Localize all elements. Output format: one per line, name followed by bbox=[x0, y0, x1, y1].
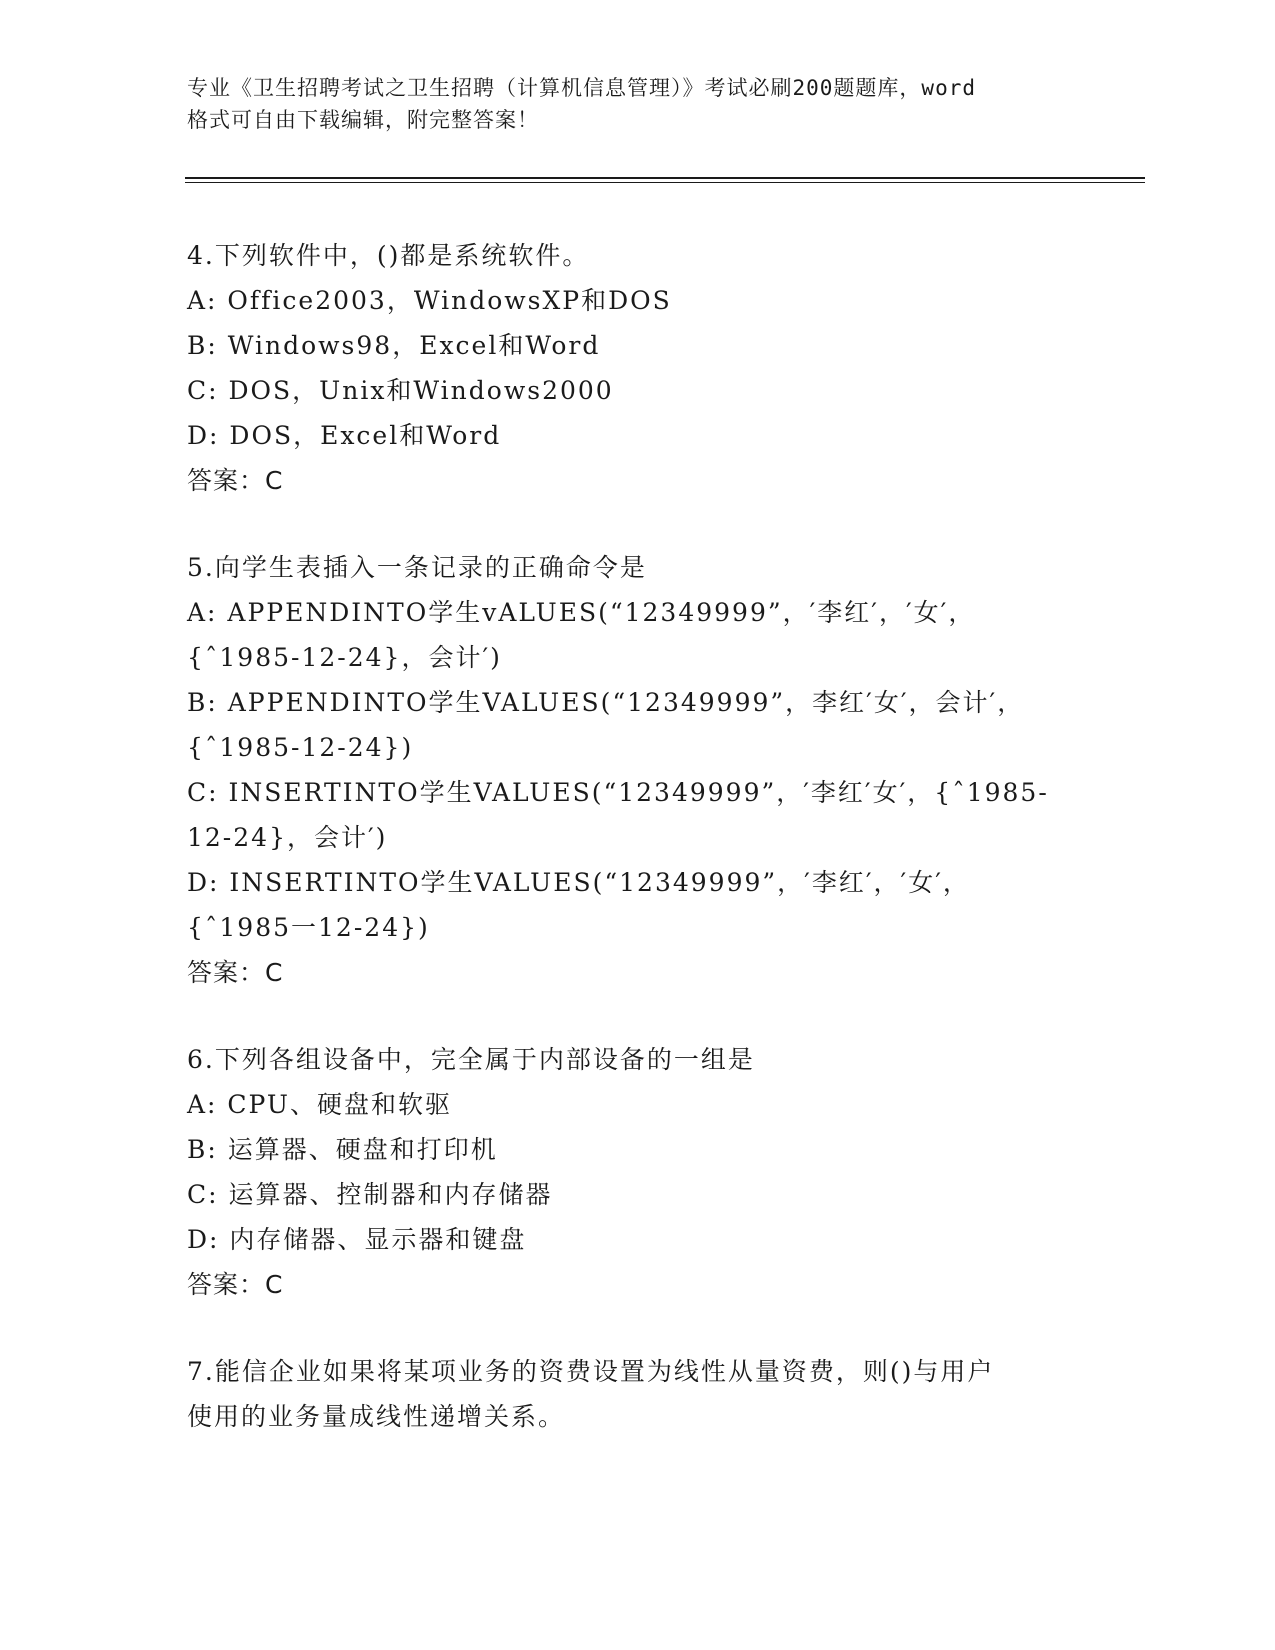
answer-option: D: DOS，Excel和Word bbox=[187, 421, 502, 450]
question-stem: 使用的业务量成线性递增关系。 bbox=[187, 1402, 566, 1431]
question-block bbox=[187, 545, 1087, 995]
answer-option: {ˆ1985一12-24}) bbox=[187, 913, 430, 942]
answer-option: {ˆ1985-12-24}，会计′) bbox=[187, 643, 502, 672]
answer-key: 答案：C bbox=[187, 958, 284, 987]
document-header bbox=[187, 72, 1087, 136]
answer-option: A: APPENDINTO学生vALUES(“12349999”，′李红′，′女′， bbox=[187, 598, 976, 627]
header-divider-thin bbox=[185, 182, 1145, 183]
answer-option: D: INSERTINTO学生VALUES(“12349999”，′李红′，′女′， bbox=[187, 868, 970, 897]
answer-option: D: 内存储器、显示器和键盘 bbox=[187, 1225, 527, 1254]
answer-option: B: Windows98，Excel和Word bbox=[187, 331, 601, 360]
question-block bbox=[187, 1037, 1087, 1307]
answer-option: {ˆ1985-12-24}) bbox=[187, 733, 414, 762]
answer-option: B: 运算器、硬盘和打印机 bbox=[187, 1135, 498, 1164]
header-divider-thick bbox=[185, 177, 1145, 179]
question-list bbox=[187, 233, 1087, 1481]
answer-option: C: DOS，Unix和Windows2000 bbox=[187, 376, 614, 405]
question-stem: 7.能信企业如果将某项业务的资费设置为线性从量资费，则()与用户 bbox=[187, 1357, 995, 1386]
answer-option: B: APPENDINTO学生VALUES(“12349999”，李红′女′，会计′， bbox=[187, 688, 1025, 717]
answer-option: 12-24}，会计′) bbox=[187, 823, 388, 852]
answer-option: A: Office2003，WindowsXP和DOS bbox=[187, 286, 672, 315]
answer-option: C: 运算器、控制器和内存储器 bbox=[187, 1180, 553, 1209]
question-stem: 4.下列软件中，()都是系统软件。 bbox=[187, 241, 590, 270]
header-line-1: 专业《卫生招聘考试之卫生招聘（计算机信息管理）》考试必刷200题题库，word bbox=[187, 76, 976, 100]
question-block bbox=[187, 1349, 1087, 1439]
header-line-2: 格式可自由下载编辑，附完整答案！ bbox=[187, 108, 539, 132]
question-stem: 6.下列各组设备中，完全属于内部设备的一组是 bbox=[187, 1045, 755, 1074]
question-stem: 5.向学生表插入一条记录的正确命令是 bbox=[187, 553, 647, 582]
answer-option: A: CPU、硬盘和软驱 bbox=[187, 1090, 453, 1119]
question-block bbox=[187, 233, 1087, 503]
answer-option: C: INSERTINTO学生VALUES(“12349999”，′李红′女′，{ˆ1985- bbox=[187, 778, 1049, 807]
answer-key: 答案：C bbox=[187, 466, 284, 495]
answer-key: 答案：C bbox=[187, 1270, 284, 1299]
